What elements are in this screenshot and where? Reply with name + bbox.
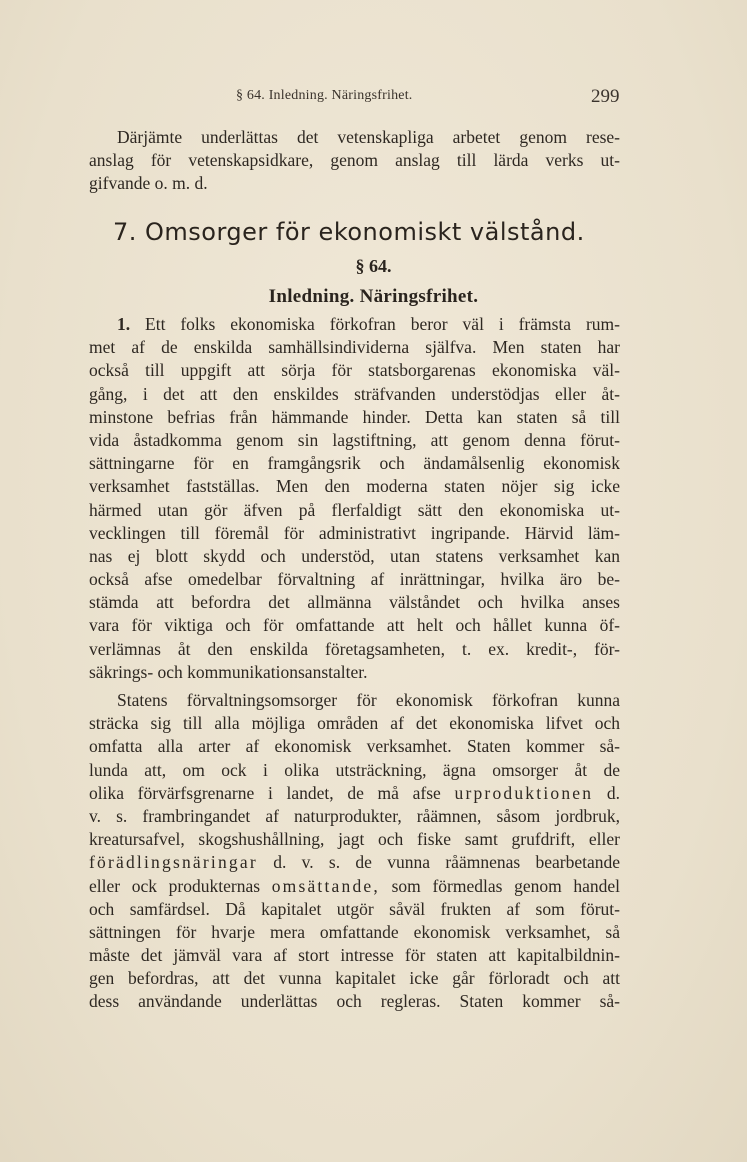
text-line: met af de enskilda samhällsindividerna själfva. Men staten har: [89, 337, 620, 358]
text-span: Ett folks ekonomiska förkofran beror väl i främsta rum-: [145, 314, 620, 334]
text-span: d.: [606, 782, 621, 803]
text-span: som förmedlas genom handel: [391, 875, 621, 896]
text-span: eller ock produkternas: [89, 875, 261, 896]
text-line: gifvande o. m. d.: [89, 173, 208, 194]
emphasized-term: omsättande,: [271, 875, 380, 896]
text-line: stämda att befordra det allmänna välståndet och hvilka anses: [89, 592, 620, 613]
text-line: vecklingen till föremål för administrativt ingripande. Härvid läm-: [89, 522, 620, 543]
text-line: [89, 313, 620, 336]
text-line: Därjämte underlättas det vetenskapliga arbetet genom rese-: [117, 127, 620, 147]
text-line: [89, 782, 620, 805]
text-line: sträcka sig till alla möjliga områden af det ekonomiska lifvet och: [89, 713, 620, 734]
intro-paragraph: [89, 126, 620, 196]
text-line: kreatursafvel, skogshushållning, jagt och fiske samt grufdrift, eller: [89, 829, 620, 850]
text-span: olika förvärfsgrenarne i landet, de må afse: [89, 782, 441, 803]
text-line: Statens förvaltningsomsorger för ekonomisk förkofran kunna: [117, 690, 620, 710]
text-line: dess användande underlättas och regleras. Staten kommer så-: [89, 991, 620, 1012]
emphasized-term: urproduktionen: [454, 782, 594, 803]
text-line: också till uppgift att sörja för statsborgarenas ekonomiska väl-: [89, 360, 620, 381]
text-line: sättningen för hvarje mera omfattande ekonomisk verksamhet, så: [89, 921, 620, 942]
text-line: [89, 851, 620, 874]
chapter-title: 7. Omsorger för ekonomiskt välstånd.: [113, 218, 585, 246]
page-number: 299: [591, 86, 620, 107]
text-line: verlämnas åt den enskilda företagsamheten, t. ex. kredit-, för-: [89, 638, 620, 659]
text-line: nas ej blott skydd och understöd, utan statens verksamhet kan: [89, 545, 620, 566]
running-head: § 64. Inledning. Näringsfrihet.: [236, 88, 413, 103]
paragraph-2: [89, 689, 620, 1014]
text-line: sättningarne för en framgångsrik och ändamålsenlig ekonomisk: [89, 453, 620, 474]
paragraph-1: [89, 313, 620, 684]
text-line: minstone befrias från hämmande hinder. Detta kan staten så till: [89, 406, 620, 427]
text-line: och samfärdsel. Då kapitalet utgör såväl frukten af som förut-: [89, 898, 620, 919]
text-line: lunda att, om ock i olika utsträckning, ägna omsorger åt de: [89, 759, 620, 780]
text-line: säkrings- och kommunikationsanstalter.: [89, 661, 368, 682]
text-line: anslag för vetenskapsidkare, genom anslag till lärda verks ut-: [89, 150, 620, 171]
emphasized-term: förädlingsnäringar: [89, 852, 258, 873]
section-title: Inledning. Näringsfrihet.: [268, 286, 479, 307]
text-line: verksamhet fastställas. Men den moderna staten nöjer sig icke: [89, 476, 620, 497]
text-line: v. s. frambringandet af naturprodukter, råämnen, såsom jordbruk,: [89, 805, 620, 826]
paragraph-number: 1.: [117, 314, 131, 334]
text-span: d. v. s. de vunna råämnenas bearbetande: [273, 852, 621, 873]
text-line: härmed utan gör äfven på flerfaldigt sätt den ekonomiska ut-: [89, 499, 620, 520]
text-line: [89, 875, 620, 898]
section-sign: § 64.: [355, 256, 392, 276]
text-line: gång, i det att den enskildes sträfvanden understödjas eller åt-: [89, 383, 620, 404]
text-line: vara för viktiga och för omfattande att helt och hållet kunna öf-: [89, 615, 620, 636]
text-line: måste det jämväl vara af stort intresse för staten att kapitalbildnin-: [89, 945, 620, 966]
text-line: omfatta alla arter af ekonomisk verksamhet. Staten kommer så-: [89, 736, 620, 757]
text-line: också afse omedelbar förvaltning af inrättningar, hvilka äro be-: [89, 569, 620, 590]
text-line: vida åstadkomma genom sin lagstiftning, att genom denna förut-: [89, 429, 620, 450]
text-line: gen befordras, att det vunna kapitalet icke går förloradt och att: [89, 968, 620, 989]
